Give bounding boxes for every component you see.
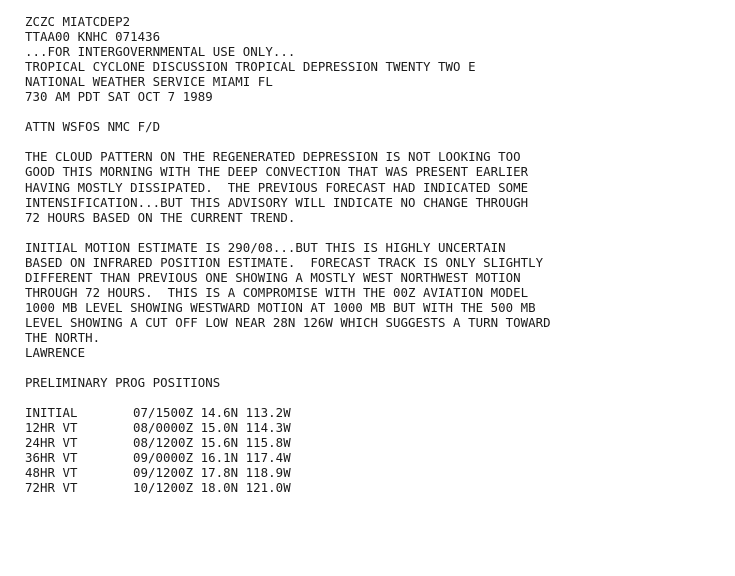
paragraph-line: THE CLOUD PATTERN ON THE REGENERATED DEPRESSION IS NOT LOOKING TOO	[25, 149, 521, 165]
prog-row	[25, 420, 730, 435]
header-line: ZCZC MIATCDEP2	[25, 14, 131, 29]
paragraph-line: THROUGH 72 HOURS. THIS IS A COMPROMISE WITH THE 00Z AVIATION MODEL	[25, 284, 529, 300]
header-line: NATIONAL WEATHER SERVICE MIAMI FL	[25, 74, 273, 90]
prog-row	[25, 450, 730, 465]
document-title: TROPICAL CYCLONE DISCUSSION TROPICAL DEPRESSION TWENTY TWO E	[25, 59, 476, 75]
blank-line	[25, 360, 730, 375]
prog-value: 07/1500Z 14.6N 113.2W	[133, 405, 291, 421]
prog-value: 08/0000Z 15.0N 114.3W	[133, 420, 291, 436]
attention-line: ATTN WSFOS NMC F/D	[25, 119, 161, 135]
blank-line	[25, 390, 730, 405]
prog-label: INITIAL	[25, 405, 78, 421]
blank-line	[25, 134, 730, 149]
prog-row	[25, 480, 730, 495]
header-line: TTAA00 KNHC 071436	[25, 29, 161, 45]
prog-label: 36HR VT	[25, 450, 78, 466]
prog-value: 10/1200Z 18.0N 121.0W	[133, 480, 291, 496]
prog-row	[25, 465, 730, 480]
paragraph-line: DIFFERENT THAN PREVIOUS ONE SHOWING A MOSTLY WEST NORTHWEST MOTION	[25, 269, 521, 285]
prog-label: 12HR VT	[25, 420, 78, 436]
forecaster-signature: LAWRENCE	[25, 345, 86, 361]
header-block	[25, 14, 730, 104]
paragraph-line: INITIAL MOTION ESTIMATE IS 290/08...BUT THIS IS HIGHLY UNCERTAIN	[25, 239, 506, 255]
blank-line	[25, 104, 730, 119]
paragraph-line: BASED ON INFRARED POSITION ESTIMATE. FORECAST TRACK IS ONLY SLIGHTLY	[25, 254, 544, 270]
paragraph-line: GOOD THIS MORNING WITH THE DEEP CONVECTION THAT WAS PRESENT EARLIER	[25, 164, 529, 180]
prog-label: 24HR VT	[25, 435, 78, 451]
paragraph-line: 1000 MB LEVEL SHOWING WESTWARD MOTION AT 1000 MB BUT WITH THE 500 MB	[25, 299, 536, 315]
header-line: ...FOR INTERGOVERNMENTAL USE ONLY...	[25, 44, 296, 60]
prog-label: 48HR VT	[25, 465, 78, 481]
discussion-text	[25, 14, 730, 496]
prog-positions-table	[25, 405, 730, 495]
paragraph-line: THE NORTH.	[25, 329, 101, 345]
prog-row	[25, 405, 730, 420]
paragraph-line: LEVEL SHOWING A CUT OFF LOW NEAR 28N 126W WHICH SUGGESTS A TURN TOWARD	[25, 314, 551, 330]
prog-value: 09/1200Z 17.8N 118.9W	[133, 465, 291, 481]
prog-value: 08/1200Z 15.6N 115.8W	[133, 435, 291, 451]
prog-label: 72HR VT	[25, 480, 78, 496]
prog-row	[25, 435, 730, 450]
blank-line	[25, 225, 730, 240]
paragraph-line: INTENSIFICATION...BUT THIS ADVISORY WILL INDICATE NO CHANGE THROUGH	[25, 194, 529, 210]
paragraph-cloud-pattern	[25, 149, 730, 224]
paragraph-line: HAVING MOSTLY DISSIPATED. THE PREVIOUS FORECAST HAD INDICATED SOME	[25, 179, 529, 195]
issue-time: 730 AM PDT SAT OCT 7 1989	[25, 89, 213, 105]
paragraph-line: 72 HOURS BASED ON THE CURRENT TREND.	[25, 209, 296, 225]
prog-value: 09/0000Z 16.1N 117.4W	[133, 450, 291, 466]
prog-positions-title: PRELIMINARY PROG POSITIONS	[25, 375, 221, 391]
paragraph-motion	[25, 240, 730, 345]
